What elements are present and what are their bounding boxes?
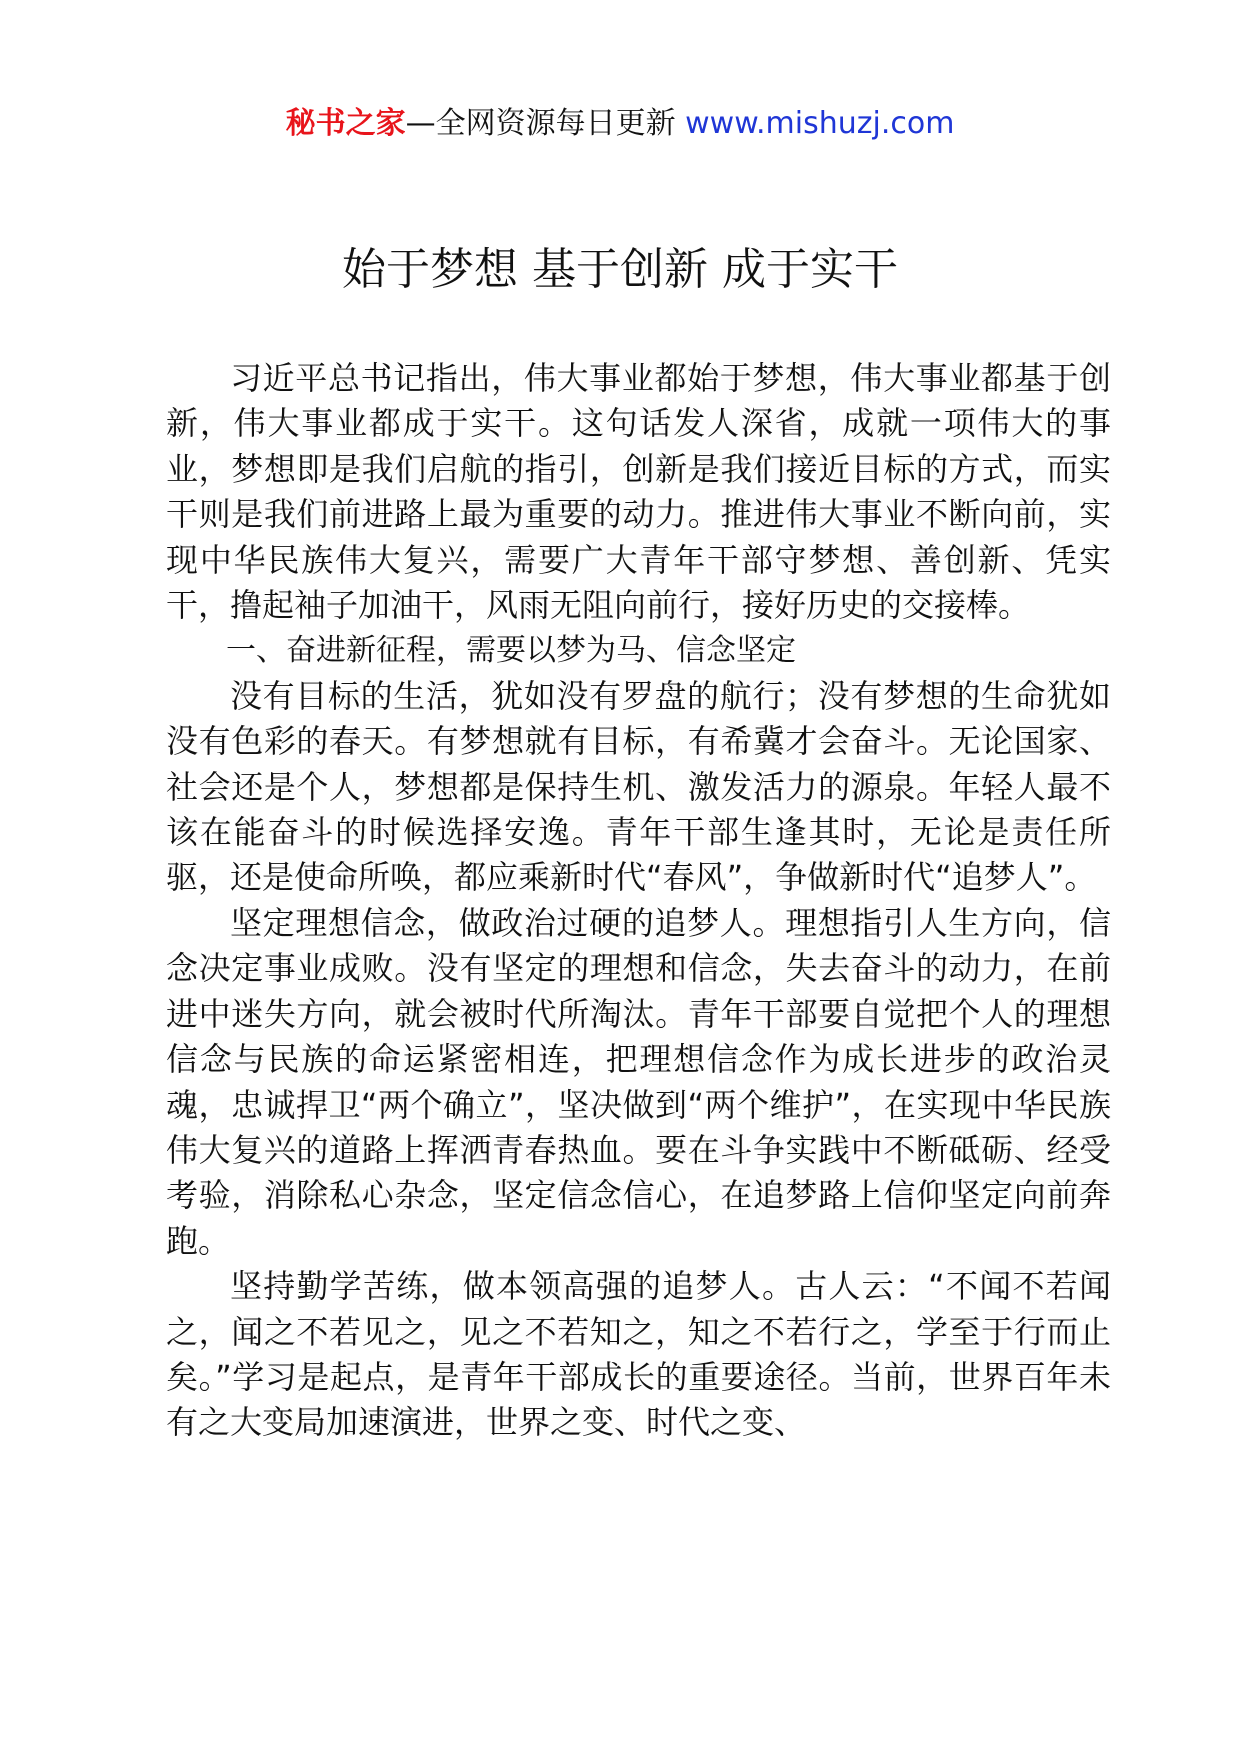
- paragraph-study: 坚持勤学苦练，做本领高强的追梦人。古人云：“不闻不若闻之，闻之不若见之，见之不若知之，知之不若行之，学至于行而止矣。”学习是起点，是青年干部成长的重要途径。当前，世界百年未有之大变局加速演进，世界之变、时代之变、: [166, 1267, 1111, 1442]
- paragraph-dream: 没有目标的生活，犹如没有罗盘的航行；没有梦想的生命犹如没有色彩的春天。有梦想就有目标，有希冀才会奋斗。无论国家、社会还是个人，梦想都是保持生机、激发活力的源泉。年轻人最不该在能奋斗的时候选择安逸。青年干部生逢其时，无论是责任所驱，还是使命所唤，都应乘新时代“春风”，争做新时代“追梦人”。: [166, 676, 1111, 897]
- site-tagline: —全网资源每日更新: [405, 106, 676, 141]
- document-title: 始于梦想 基于创新 成于实干: [342, 244, 898, 295]
- site-url-link[interactable]: www.mishuzj.com: [685, 106, 955, 141]
- document-body: [166, 356, 1111, 1446]
- paragraph-belief: 坚定理想信念，做政治过硬的追梦人。理想指引人生方向，信念决定事业成败。没有坚定的理想和信念，失去奋斗的动力，在前进中迷失方向，就会被时代所淘汰。青年干部要自觉把个人的理想信念与民族的命运紧密相连，把理想信念作为成长进步的政治灵魂，忠诚捍卫“两个确立”，坚决做到“两个维护”，在实现中华民族伟大复兴的道路上挥洒青春热血。要在斗争实践中不断砥砺、经受考验，消除私心杂念，坚定信念信心，在追梦路上信仰坚定向前奔跑。: [166, 903, 1111, 1260]
- site-header: [0, 104, 1240, 144]
- site-brand: 秘书之家: [285, 106, 406, 141]
- section-heading-1: 一、奋进新征程，需要以梦为马、信念坚定: [226, 633, 796, 669]
- paragraph-intro: 习近平总书记指出，伟大事业都始于梦想，伟大事业都基于创新，伟大事业都成于实干。这句话发人深省，成就一项伟大的事业，梦想即是我们启航的指引，创新是我们接近目标的方式，而实干则是我们前进路上最为重要的动力。推进伟大事业不断向前，实现中华民族伟大复兴，需要广大青年干部守梦想、善创新、凭实干，撸起袖子加油干，风雨无阻向前行，接好历史的交接棒。: [166, 359, 1111, 625]
